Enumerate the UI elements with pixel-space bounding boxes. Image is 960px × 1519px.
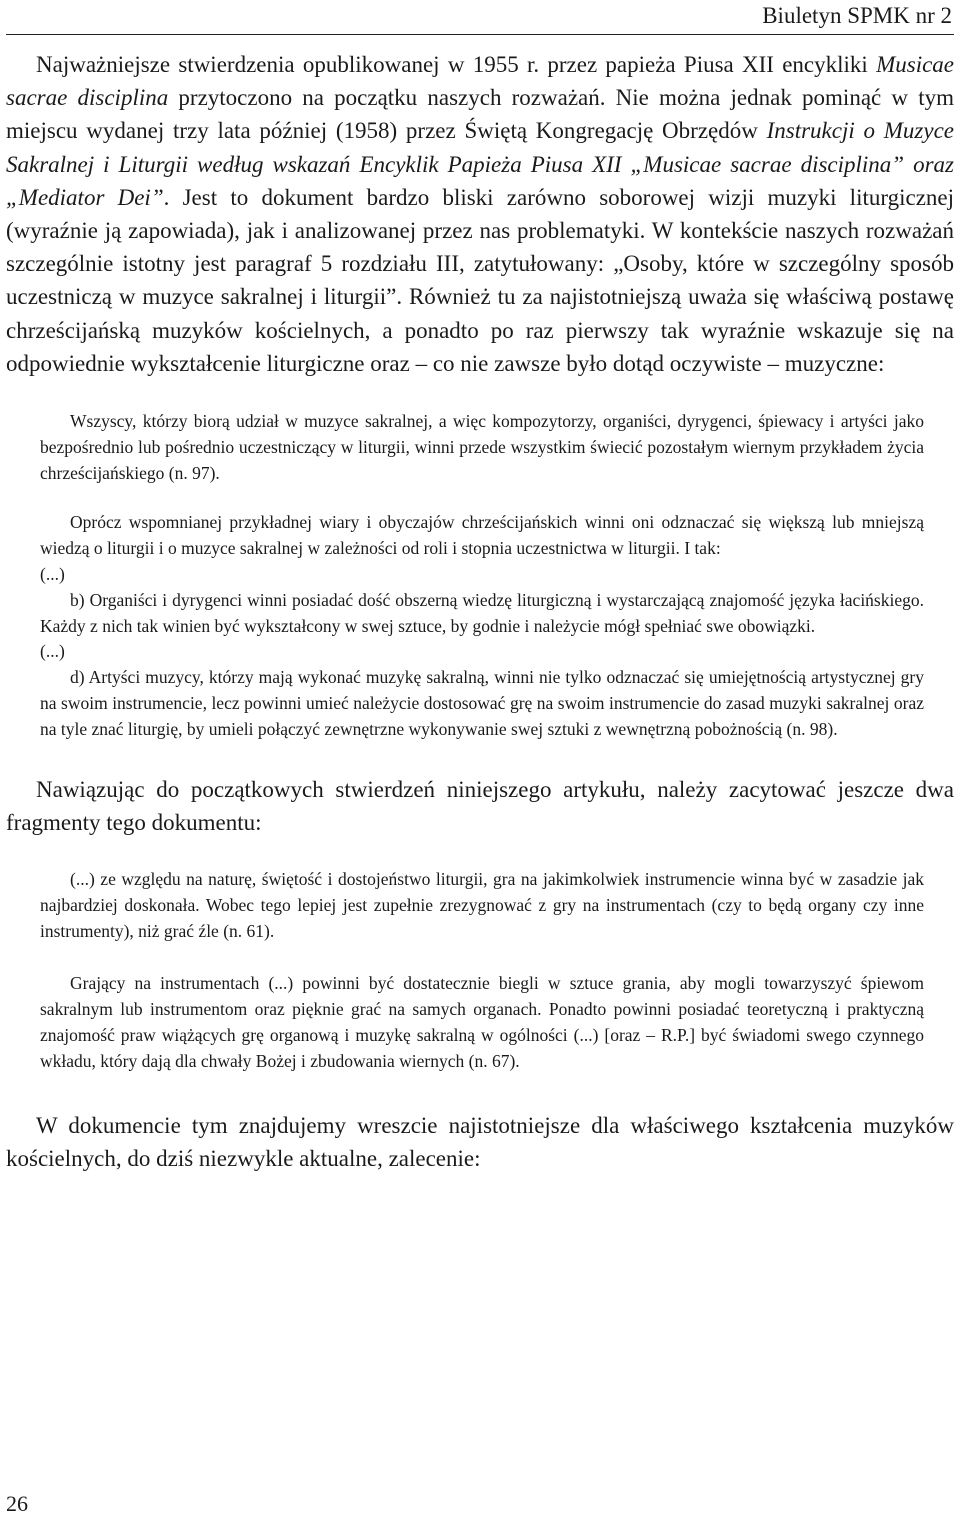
paragraph-text: Najważniejsze stwierdzenia opublikowanej w 1955 r. przez papieża Piusa XII encykliki bbox=[36, 52, 877, 77]
page-number: 26 bbox=[6, 1491, 28, 1516]
block-quote-3 bbox=[40, 867, 924, 944]
body-paragraph-1 bbox=[6, 48, 954, 380]
running-head: Biuletyn SPMK nr 2 bbox=[762, 3, 952, 28]
block-quote-4 bbox=[40, 971, 924, 1074]
paragraph-text: . Jest to dokument bardzo bliski zarówno soborowej wizji muzyki liturgicznej (wyraźnie ją zapowiada), jak i analizowanej przez nas problematyki. W kontekście naszych rozważań szczególnie istotny jest paragraf 5 rozdziału III, zatytułowany: „Osoby, które w szczególny sposób uczestniczą w muzyce sakralnej i liturgii”. Również tu za najistotniejszą uważa się właściwą postawę chrześcijańską muzyków kościelnych, a ponadto po raz pierwszy tak wyraźnie wskazuje się na odpowiednie wykształcenie liturgiczne oraz – co nie zawsze było dotąd oczywiste – muzyczne: bbox=[6, 184, 954, 376]
body-paragraph-3: W dokumencie tym znajdujemy wreszcie najistotniejsze dla właściwego kształcenia muzyków kościelnych, do dziś niezwykle aktualne, zalecenie: bbox=[6, 1112, 954, 1171]
quote-paragraph: (...) ze względu na naturę, świętość i dostojeństwo liturgii, gra na jakimkolwiek instrumencie winna być w zasadzie jak najbardziej doskonała. Wobec tego lepiej jest zupełnie zrezygnować z gry na instrumentach (czy to będą organy czy inne instrumenty), niż grać źle (n. 61). bbox=[40, 869, 924, 941]
header-rule bbox=[6, 34, 954, 35]
quote-ellipsis: (...) bbox=[40, 641, 65, 662]
italic-title-encyclical: Musicae sacrae disciplina bbox=[6, 52, 954, 111]
page-content bbox=[6, 48, 954, 1175]
quote-ellipsis: (...) bbox=[40, 564, 65, 585]
paragraph-text: przytoczono na początku naszych rozważań. Nie można jednak pominąć w tym miejscu wydanej trzy lata później (1958) przez Świętą Kongregację Obrzędów bbox=[6, 85, 954, 144]
quote-paragraph: d) Artyści muzycy, którzy mają wykonać muzykę sakralną, winni nie tylko odznaczać się umiejętnością artystycznej gry na swoim instrumencie, lecz powinni umieć należycie dostosować grę na swoim instrumencie do zasad muzyki sakralnej oraz na tyle znać liturgię, by umieli połączyć zewnętrzne wykonywanie swej sztuki z wewnętrzną pobożnością (n. 98). bbox=[40, 667, 924, 739]
quote-paragraph: Wszyscy, którzy biorą udział w muzyce sakralnej, a więc kompozytorzy, organiści, dyrygenci, śpiewacy i artyści jako bezpośrednio lub pośrednio uczestniczący w liturgii, winni przede wszystkim świecić pozostałym wiernym przykładem życia chrześcijańskiego (n. 97). bbox=[40, 411, 924, 483]
italic-title-instruction: Instrukcji o Muzyce Sakralnej i Liturgii według wskazań Encyklik Papieża Piusa XII „Musicae sacrae disciplina” oraz „Mediator Dei” bbox=[6, 118, 954, 210]
body-paragraph-2: Nawiązując do początkowych stwierdzeń niniejszego artykułu, należy zacytować jeszcze dwa fragmenty tego dokumentu: bbox=[6, 776, 954, 835]
quote-paragraph: Grający na instrumentach (...) powinni być dostatecznie biegli w sztuce grania, aby mogli towarzyszyć śpiewom sakralnym lub instrumentom oraz pięknie grać na samych organach. Ponadto powinni posiadać teoretyczną i praktyczną znajomość praw wiążących grę organową i muzykę sakralną w ogólności (...) [oraz – R.P.] być świadomi swego czynnego wkładu, który dają dla chwały Bożej i zbudowania wiernych (n. 67). bbox=[40, 973, 924, 1071]
quote-paragraph: Oprócz wspomnianej przykładnej wiary i obyczajów chrześcijańskich winni oni odznaczać się większą lub mniejszą wiedzą o liturgii i o muzyce sakralnej w zależności od roli i stopnia uczestnictwa w liturgii. I tak: bbox=[40, 512, 924, 559]
block-quote-1 bbox=[40, 409, 924, 486]
quote-paragraph: b) Organiści i dyrygenci winni posiadać dość obszerną wiedzę liturgiczną i wystarczającą znajomość języka łacińskiego. Każdy z nich tak winien być wykształcony w swej sztuce, by godnie i należycie mógł spełniać swe obowiązki. bbox=[40, 589, 924, 636]
block-quote-2 bbox=[40, 510, 924, 742]
